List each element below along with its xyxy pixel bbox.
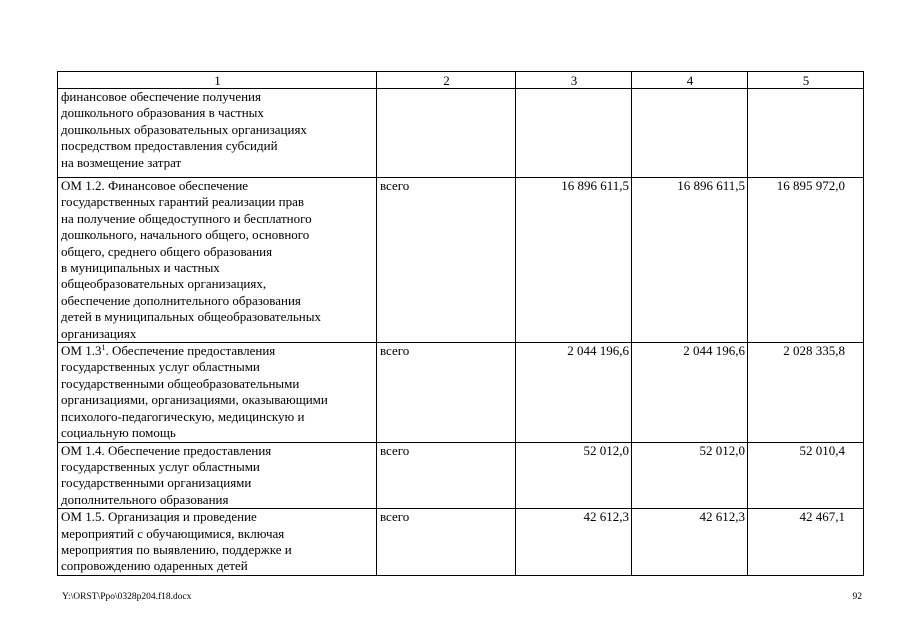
row-name: ОМ 1.2. Финансовое обеспечение государственных гарантий реализации прав на получение общедоступного и бесплатного дошкольного, начального общего, основного общего, среднего общего образования в муниципальных и частных общеобразовательных организациях, обеспечение дополнительного образования детей в муниципальных общеобразовательных организациях: [58, 178, 377, 343]
row-value-4: 2 044 196,6: [632, 343, 748, 442]
row-name: ОМ 1.5. Организация и проведение мероприятий с обучающимися, включая мероприятия по выявлению, поддержке и сопровождению одаренных детей: [58, 509, 377, 576]
row-type: всего: [377, 442, 516, 509]
row-value-5: 16 895 972,0: [748, 178, 864, 343]
table-row: [58, 442, 864, 509]
row-name: [58, 343, 377, 442]
row-value-3: [516, 89, 632, 178]
row-name-rest: . Обеспечение предоставления государственных услуг областными государственными общеобразовательными организациями, организациями, оказывающими психолого-педагогическую, медицинскую и социальную помощь: [61, 343, 328, 441]
footnote-marker: 1: [101, 343, 106, 353]
row-value-4: 42 612,3: [632, 509, 748, 576]
column-header-3: 3: [516, 72, 632, 89]
row-value-4: 16 896 611,5: [632, 178, 748, 343]
column-header-1: 1: [58, 72, 377, 89]
table-row: [58, 343, 864, 442]
row-type: [377, 89, 516, 178]
row-type: всего: [377, 509, 516, 576]
row-name: финансовое обеспечение получения дошкольного образования в частных дошкольных образовательных организациях посредством предоставления субсидий на возмещение затрат: [58, 89, 377, 178]
row-value-3: 52 012,0: [516, 442, 632, 509]
table-header-row: [58, 72, 864, 89]
row-type: всего: [377, 343, 516, 442]
column-header-4: 4: [632, 72, 748, 89]
row-value-4: [632, 89, 748, 178]
row-type: всего: [377, 178, 516, 343]
row-name-prefix: ОМ 1.3: [61, 343, 102, 359]
column-header-2: 2: [377, 72, 516, 89]
table-row: [58, 178, 864, 343]
row-value-5: [748, 89, 864, 178]
row-name: ОМ 1.4. Обеспечение предоставления государственных услуг областными государственными организациями дополнительного образования: [58, 442, 377, 509]
row-value-5: 42 467,1: [748, 509, 864, 576]
file-path: Y:\ORST\Ppo\0328p204.f18.docx: [62, 592, 192, 602]
row-value-3: 16 896 611,5: [516, 178, 632, 343]
row-value-5: 2 028 335,8: [748, 343, 864, 442]
table-row: [58, 89, 864, 178]
row-value-4: 52 012,0: [632, 442, 748, 509]
row-value-3: 2 044 196,6: [516, 343, 632, 442]
budget-table: [57, 71, 864, 576]
row-value-3: 42 612,3: [516, 509, 632, 576]
page-number: 92: [852, 592, 862, 602]
column-header-5: 5: [748, 72, 864, 89]
table-row: [58, 509, 864, 576]
row-value-5: 52 010,4: [748, 442, 864, 509]
